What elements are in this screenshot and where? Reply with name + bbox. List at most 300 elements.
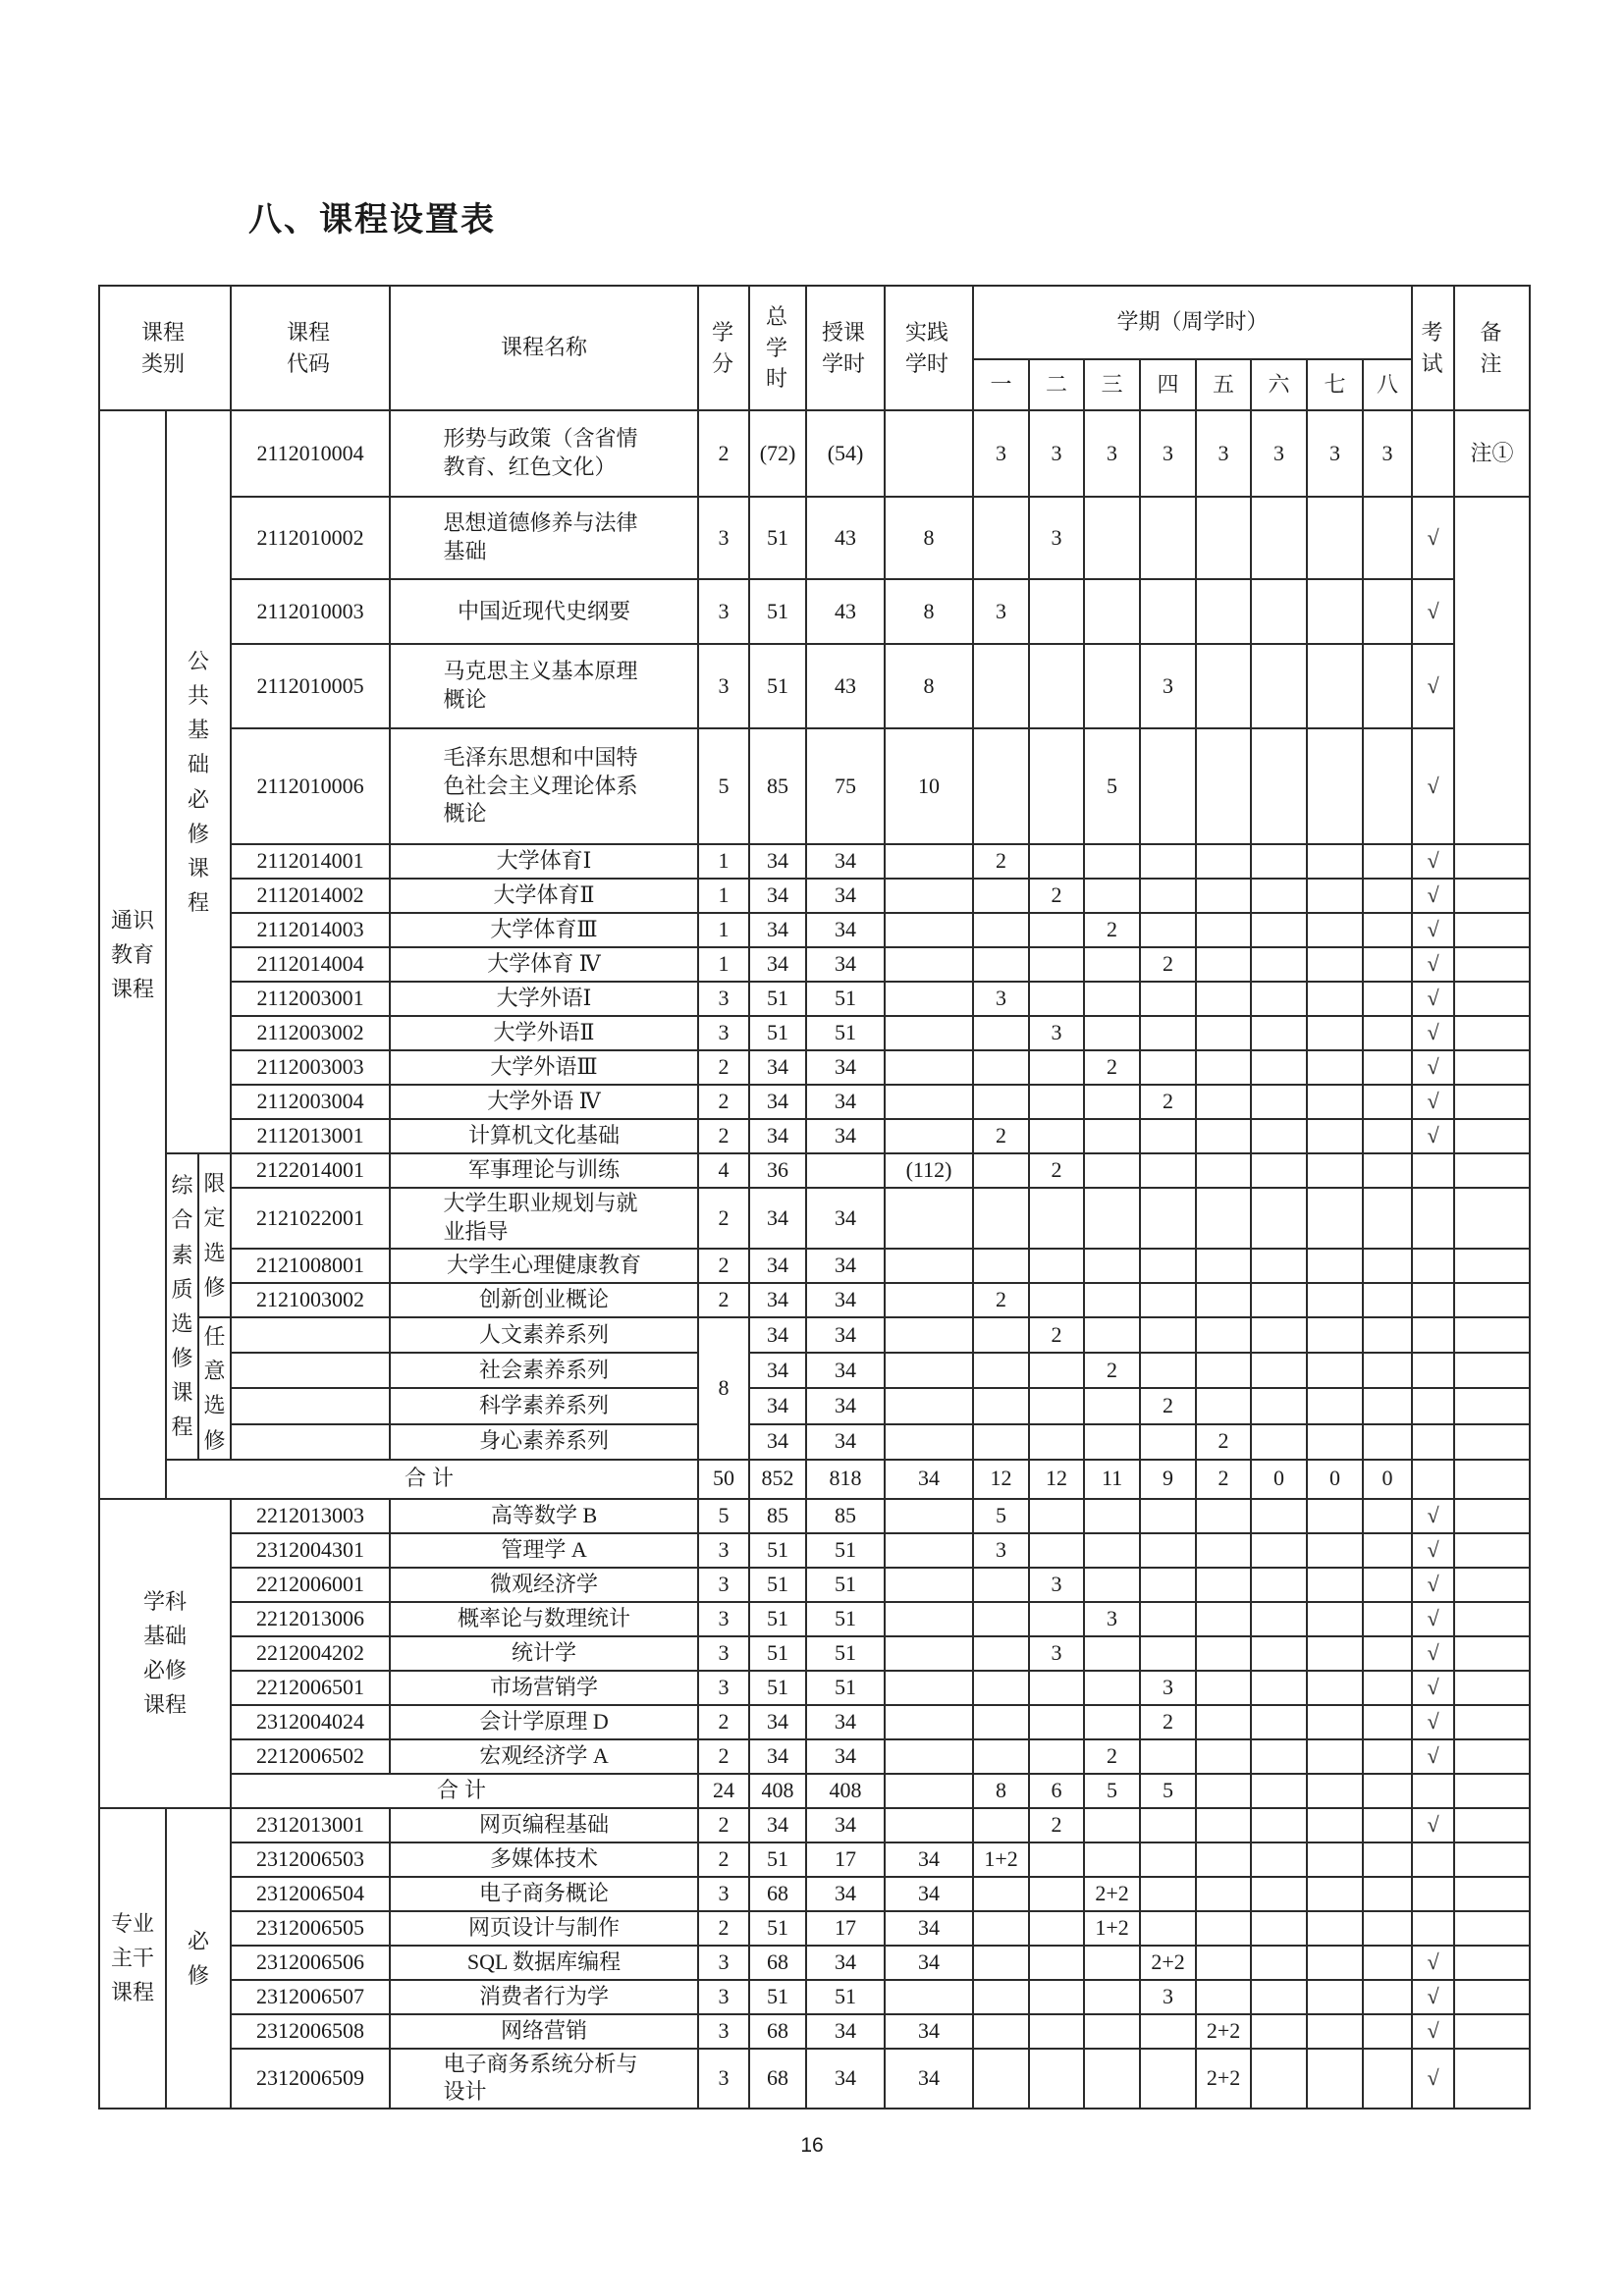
total-hours: 51 xyxy=(749,1911,806,1946)
course-code: 2312006503 xyxy=(231,1842,390,1877)
course-name: 军事理论与训练 xyxy=(390,1153,698,1188)
credits: 2 xyxy=(698,1085,749,1119)
practice-hours xyxy=(885,1085,973,1119)
table-row xyxy=(99,1249,1530,1283)
course-code: 2112003003 xyxy=(231,1050,390,1085)
course-code: 2112010002 xyxy=(231,497,390,579)
total-hours: 34 xyxy=(749,879,806,913)
category-general-education: 通识教育课程 xyxy=(99,410,166,1499)
course-code: 2212013003 xyxy=(231,1499,390,1533)
lecture-hours: 43 xyxy=(806,644,885,728)
table-cell xyxy=(1251,1671,1307,1705)
table-cell xyxy=(1140,1636,1196,1671)
table-cell xyxy=(1140,579,1196,644)
table-cell: 3 xyxy=(1307,410,1363,497)
header-sem-2: 二 xyxy=(1029,359,1084,410)
table-cell xyxy=(1196,1153,1251,1188)
table-cell xyxy=(1307,1568,1363,1602)
course-name: 会计学原理 D xyxy=(390,1705,698,1739)
table-cell xyxy=(1251,982,1307,1016)
exam: √ xyxy=(1412,1705,1454,1739)
table-cell xyxy=(973,1877,1029,1911)
table-row xyxy=(99,1499,1530,1533)
table-cell xyxy=(1196,728,1251,844)
course-name: 大学外语Ⅱ xyxy=(390,1016,698,1050)
table-cell xyxy=(1307,2014,1363,2049)
table-cell xyxy=(1084,947,1140,982)
table-cell xyxy=(1307,982,1363,1016)
practice-hours: 10 xyxy=(885,728,973,844)
table-cell xyxy=(1363,1119,1412,1153)
table-cell xyxy=(1251,1533,1307,1568)
remark xyxy=(1454,844,1530,879)
total-hours: 51 xyxy=(749,1016,806,1050)
category-restricted-elective: 限定选修 xyxy=(198,1153,231,1317)
course-name: 电子商务概论 xyxy=(390,1877,698,1911)
table-cell xyxy=(1084,579,1140,644)
remark xyxy=(1454,1085,1530,1119)
table-cell xyxy=(1029,1424,1084,1460)
table-cell xyxy=(1251,1499,1307,1533)
lecture-hours: 85 xyxy=(806,1499,885,1533)
table-cell xyxy=(1029,728,1084,844)
lecture-hours: 34 xyxy=(806,1249,885,1283)
practice-hours xyxy=(885,1705,973,1739)
table-cell xyxy=(973,644,1029,728)
table-row xyxy=(99,1085,1530,1119)
course-code: 2312006508 xyxy=(231,2014,390,2049)
remark xyxy=(1454,1739,1530,1774)
course-name: 思想道德修养与法律基础 xyxy=(390,497,698,579)
credits: 2 xyxy=(698,1911,749,1946)
exam xyxy=(1412,1460,1454,1499)
table-cell: 9 xyxy=(1140,1460,1196,1499)
table-cell xyxy=(973,1050,1029,1085)
credits: 3 xyxy=(698,1671,749,1705)
table-cell xyxy=(1363,982,1412,1016)
table-row xyxy=(99,1602,1530,1636)
table-cell xyxy=(1196,1877,1251,1911)
exam: √ xyxy=(1412,1739,1454,1774)
table-cell: 3 xyxy=(1029,1568,1084,1602)
table-cell xyxy=(1084,1842,1140,1877)
table-cell xyxy=(1084,644,1140,728)
table-row xyxy=(99,410,1530,497)
practice-hours xyxy=(885,1568,973,1602)
table-cell xyxy=(1251,1353,1307,1388)
lecture-hours: 51 xyxy=(806,982,885,1016)
remark xyxy=(1454,1533,1530,1568)
credits: 3 xyxy=(698,1636,749,1671)
practice-hours xyxy=(885,1636,973,1671)
table-cell xyxy=(973,1739,1029,1774)
table-cell: 3 xyxy=(973,1533,1029,1568)
exam: √ xyxy=(1412,1636,1454,1671)
table-cell xyxy=(1196,1016,1251,1050)
table-cell xyxy=(973,1636,1029,1671)
table-cell xyxy=(973,1153,1029,1188)
total-hours: 34 xyxy=(749,1050,806,1085)
table-row xyxy=(99,579,1530,644)
category-discipline-basic-required: 学科基础必修课程 xyxy=(99,1499,231,1808)
table-cell xyxy=(1140,1739,1196,1774)
course-code: 2212013006 xyxy=(231,1602,390,1636)
exam: √ xyxy=(1412,1671,1454,1705)
course-code: 2112010005 xyxy=(231,644,390,728)
table-cell xyxy=(1307,1774,1363,1808)
table-cell: 8 xyxy=(973,1774,1029,1808)
table-row xyxy=(99,644,1530,728)
table-cell xyxy=(1084,2049,1140,2109)
table-cell xyxy=(973,497,1029,579)
table-cell xyxy=(1251,1911,1307,1946)
credits: 2 xyxy=(698,1705,749,1739)
lecture-hours: 34 xyxy=(806,1388,885,1423)
table-cell xyxy=(1140,1568,1196,1602)
practice-hours: 34 xyxy=(885,2014,973,2049)
table-cell xyxy=(1196,1499,1251,1533)
table-cell xyxy=(1363,579,1412,644)
course-code: 2212006502 xyxy=(231,1739,390,1774)
table-cell xyxy=(1251,1153,1307,1188)
table-cell: 3 xyxy=(1029,410,1084,497)
exam xyxy=(1412,1249,1454,1283)
table-cell xyxy=(973,1808,1029,1842)
course-name: 微观经济学 xyxy=(390,1568,698,1602)
header-course-name: 课程名称 xyxy=(390,286,698,410)
lecture-hours: 51 xyxy=(806,1602,885,1636)
table-row xyxy=(99,1774,1530,1808)
table-cell: 3 xyxy=(973,579,1029,644)
header-sem-8: 八 xyxy=(1363,359,1412,410)
table-cell: 2 xyxy=(973,1283,1029,1317)
table-cell xyxy=(1363,1283,1412,1317)
practice-hours xyxy=(885,844,973,879)
remark xyxy=(1454,1877,1530,1911)
course-name: 创新创业概论 xyxy=(390,1283,698,1317)
course-code: 2312004301 xyxy=(231,1533,390,1568)
table-row xyxy=(99,2049,1530,2109)
table-cell xyxy=(1196,1842,1251,1877)
total-hours: 34 xyxy=(749,844,806,879)
course-code: 2122014001 xyxy=(231,1153,390,1188)
credits: 4 xyxy=(698,1153,749,1188)
table-cell: 3 xyxy=(1140,644,1196,728)
table-cell xyxy=(1251,1602,1307,1636)
course-code: 2112010004 xyxy=(231,410,390,497)
table-cell xyxy=(1363,1980,1412,2014)
remark xyxy=(1454,1636,1530,1671)
table-cell xyxy=(973,2014,1029,2049)
header-row-top xyxy=(99,286,1530,359)
remark xyxy=(1454,947,1530,982)
credits: 3 xyxy=(698,1980,749,2014)
lecture-hours: 34 xyxy=(806,1808,885,1842)
lecture-hours: 34 xyxy=(806,1877,885,1911)
total-hours: 34 xyxy=(749,1705,806,1739)
table-cell: 2 xyxy=(1140,1705,1196,1739)
table-cell xyxy=(1307,1911,1363,1946)
table-cell: 3 xyxy=(1363,410,1412,497)
table-cell xyxy=(1029,1050,1084,1085)
remark xyxy=(1454,982,1530,1016)
credits: 3 xyxy=(698,1877,749,1911)
exam: √ xyxy=(1412,1499,1454,1533)
exam: √ xyxy=(1412,844,1454,879)
remark xyxy=(1454,1249,1530,1283)
table-cell xyxy=(1251,2014,1307,2049)
credits: 2 xyxy=(698,410,749,497)
course-name: 大学体育Ⅱ xyxy=(390,879,698,913)
total-hours: 51 xyxy=(749,982,806,1016)
table-cell xyxy=(1363,1877,1412,1911)
course-name: 概率论与数理统计 xyxy=(390,1602,698,1636)
total-hours: 51 xyxy=(749,579,806,644)
credits: 2 xyxy=(698,1739,749,1774)
lecture-hours: (54) xyxy=(806,410,885,497)
table-cell xyxy=(1140,1877,1196,1911)
lecture-hours: 34 xyxy=(806,1739,885,1774)
table-cell: 3 xyxy=(1140,1671,1196,1705)
category-major-core: 专业主干课程 xyxy=(99,1808,166,2109)
table-cell xyxy=(1196,1911,1251,1946)
table-cell xyxy=(1084,2014,1140,2049)
table-cell xyxy=(1029,1705,1084,1739)
total-hours: 34 xyxy=(749,1188,806,1249)
table-cell: 2 xyxy=(1140,947,1196,982)
table-cell xyxy=(1251,1249,1307,1283)
table-cell xyxy=(1251,947,1307,982)
table-cell xyxy=(1029,1946,1084,1980)
table-cell xyxy=(1307,1842,1363,1877)
exam xyxy=(1412,1774,1454,1808)
total-hours: 51 xyxy=(749,1533,806,1568)
course-name: 多媒体技术 xyxy=(390,1842,698,1877)
lecture-hours: 51 xyxy=(806,1671,885,1705)
remark xyxy=(1454,1911,1530,1946)
table-cell xyxy=(1196,982,1251,1016)
table-cell xyxy=(1029,1842,1084,1877)
table-cell: 12 xyxy=(1029,1460,1084,1499)
table-row xyxy=(99,913,1530,947)
table-cell: 2 xyxy=(1084,1739,1140,1774)
table-cell xyxy=(973,1317,1029,1353)
practice-hours: (112) xyxy=(885,1153,973,1188)
table-cell xyxy=(1029,644,1084,728)
table-cell xyxy=(1251,1085,1307,1119)
table-cell xyxy=(1084,1808,1140,1842)
total-hours: 51 xyxy=(749,1568,806,1602)
table-cell xyxy=(973,1188,1029,1249)
table-cell xyxy=(1196,1808,1251,1842)
credits: 2 xyxy=(698,1249,749,1283)
table-cell xyxy=(1363,1353,1412,1388)
course-code: 2112014002 xyxy=(231,879,390,913)
lecture-hours: 17 xyxy=(806,1911,885,1946)
remark xyxy=(1454,913,1530,947)
table-cell xyxy=(1029,1980,1084,2014)
course-name: 科学素养系列 xyxy=(390,1388,698,1423)
table-cell xyxy=(1307,1153,1363,1188)
table-cell xyxy=(1029,1249,1084,1283)
total-hours: 68 xyxy=(749,2014,806,2049)
table-cell: 2 xyxy=(1084,1050,1140,1085)
remark xyxy=(1454,1424,1530,1460)
table-cell xyxy=(1196,579,1251,644)
remark xyxy=(1454,879,1530,913)
table-cell xyxy=(1251,844,1307,879)
total-hours: 34 xyxy=(749,1808,806,1842)
table-cell: 5 xyxy=(1084,728,1140,844)
table-cell xyxy=(1251,1842,1307,1877)
practice-hours xyxy=(885,1602,973,1636)
table-cell xyxy=(1307,497,1363,579)
lecture-hours: 34 xyxy=(806,1085,885,1119)
table-cell: 3 xyxy=(1029,497,1084,579)
table-cell xyxy=(1307,1119,1363,1153)
table-cell xyxy=(1029,1533,1084,1568)
header-exam: 考试 xyxy=(1412,286,1454,410)
remark xyxy=(1454,1153,1530,1188)
table-cell xyxy=(1251,2049,1307,2109)
practice-hours xyxy=(885,1188,973,1249)
table-cell: 2 xyxy=(973,1119,1029,1153)
table-row xyxy=(99,1119,1530,1153)
table-cell: 5 xyxy=(1140,1774,1196,1808)
table-cell xyxy=(1084,879,1140,913)
table-cell xyxy=(973,1671,1029,1705)
table-cell: 2 xyxy=(1029,1317,1084,1353)
lecture-hours: 34 xyxy=(806,1317,885,1353)
remark xyxy=(1454,1671,1530,1705)
table-cell: 2 xyxy=(1140,1085,1196,1119)
exam: √ xyxy=(1412,1980,1454,2014)
header-sem-3: 三 xyxy=(1084,359,1140,410)
table-row xyxy=(99,1705,1530,1739)
course-code: 2312006506 xyxy=(231,1946,390,1980)
remark xyxy=(1454,1388,1530,1423)
practice-hours: 8 xyxy=(885,579,973,644)
practice-hours: 34 xyxy=(885,2049,973,2109)
table-cell: 3 xyxy=(1029,1016,1084,1050)
lecture-hours: 34 xyxy=(806,1353,885,1388)
table-cell xyxy=(1307,947,1363,982)
exam: √ xyxy=(1412,1050,1454,1085)
practice-hours xyxy=(885,1283,973,1317)
table-cell xyxy=(1029,1877,1084,1911)
practice-hours xyxy=(885,879,973,913)
table-cell xyxy=(973,1388,1029,1423)
table-cell: 2 xyxy=(1084,913,1140,947)
remark xyxy=(1454,2014,1530,2049)
table-cell xyxy=(1251,1636,1307,1671)
table-cell xyxy=(1251,1808,1307,1842)
credits: 2 xyxy=(698,1842,749,1877)
table-row xyxy=(99,1568,1530,1602)
table-cell xyxy=(973,913,1029,947)
table-cell xyxy=(1084,1636,1140,1671)
total-hours: 408 xyxy=(749,1774,806,1808)
header-semester-weekly-hours: 学期（周学时） xyxy=(973,286,1412,359)
table-cell: 2 xyxy=(1196,1460,1251,1499)
course-code: 2112013001 xyxy=(231,1119,390,1153)
table-cell: 6 xyxy=(1029,1774,1084,1808)
remark xyxy=(1454,1283,1530,1317)
course-code: 2212006001 xyxy=(231,1568,390,1602)
table-cell xyxy=(1251,1050,1307,1085)
category-free-elective: 任意选修 xyxy=(198,1317,231,1460)
course-name: 人文素养系列 xyxy=(390,1317,698,1353)
table-cell xyxy=(1363,913,1412,947)
exam xyxy=(1412,1283,1454,1317)
table-cell xyxy=(1196,1188,1251,1249)
table-cell xyxy=(1196,1636,1251,1671)
table-cell xyxy=(1140,1153,1196,1188)
table-cell: 2 xyxy=(973,844,1029,879)
lecture-hours: 34 xyxy=(806,947,885,982)
credits: 8 xyxy=(698,1317,749,1460)
course-name: 高等数学 B xyxy=(390,1499,698,1533)
table-cell xyxy=(1029,2014,1084,2049)
remark xyxy=(1454,1460,1530,1499)
table-cell xyxy=(1084,1424,1140,1460)
table-cell xyxy=(1140,1842,1196,1877)
exam: √ xyxy=(1412,1568,1454,1602)
table-row xyxy=(99,1980,1530,2014)
credits: 2 xyxy=(698,1283,749,1317)
lecture-hours: 818 xyxy=(806,1460,885,1499)
table-cell xyxy=(1363,1499,1412,1533)
table-cell xyxy=(1140,728,1196,844)
header-sem-5: 五 xyxy=(1196,359,1251,410)
table-cell xyxy=(1196,844,1251,879)
table-row xyxy=(99,1388,1530,1423)
table-row xyxy=(99,1671,1530,1705)
total-hours: 34 xyxy=(749,1119,806,1153)
table-cell xyxy=(1029,1911,1084,1946)
header-course-code: 课程代码 xyxy=(231,286,390,410)
table-cell: 5 xyxy=(973,1499,1029,1533)
lecture-hours: 51 xyxy=(806,1980,885,2014)
practice-hours xyxy=(885,1353,973,1388)
credits: 1 xyxy=(698,913,749,947)
course-code xyxy=(231,1424,390,1460)
practice-hours xyxy=(885,913,973,947)
table-cell xyxy=(1196,1249,1251,1283)
table-cell xyxy=(1363,644,1412,728)
table-cell xyxy=(1196,879,1251,913)
table-cell: 3 xyxy=(1084,1602,1140,1636)
table-cell xyxy=(1363,844,1412,879)
table-cell xyxy=(1196,1085,1251,1119)
remark xyxy=(1454,497,1530,844)
course-code: 2112014001 xyxy=(231,844,390,879)
table-cell xyxy=(973,1911,1029,1946)
course-name: 网络营销 xyxy=(390,2014,698,2049)
table-cell xyxy=(1251,1188,1307,1249)
practice-hours: 34 xyxy=(885,1946,973,1980)
practice-hours xyxy=(885,1317,973,1353)
table-cell xyxy=(1363,1602,1412,1636)
course-table-body xyxy=(99,410,1530,2109)
lecture-hours: 34 xyxy=(806,879,885,913)
table-cell xyxy=(1251,1705,1307,1739)
table-cell xyxy=(973,1353,1029,1388)
table-cell xyxy=(1029,947,1084,982)
exam xyxy=(1412,1317,1454,1353)
credits: 2 xyxy=(698,1119,749,1153)
table-cell xyxy=(973,728,1029,844)
